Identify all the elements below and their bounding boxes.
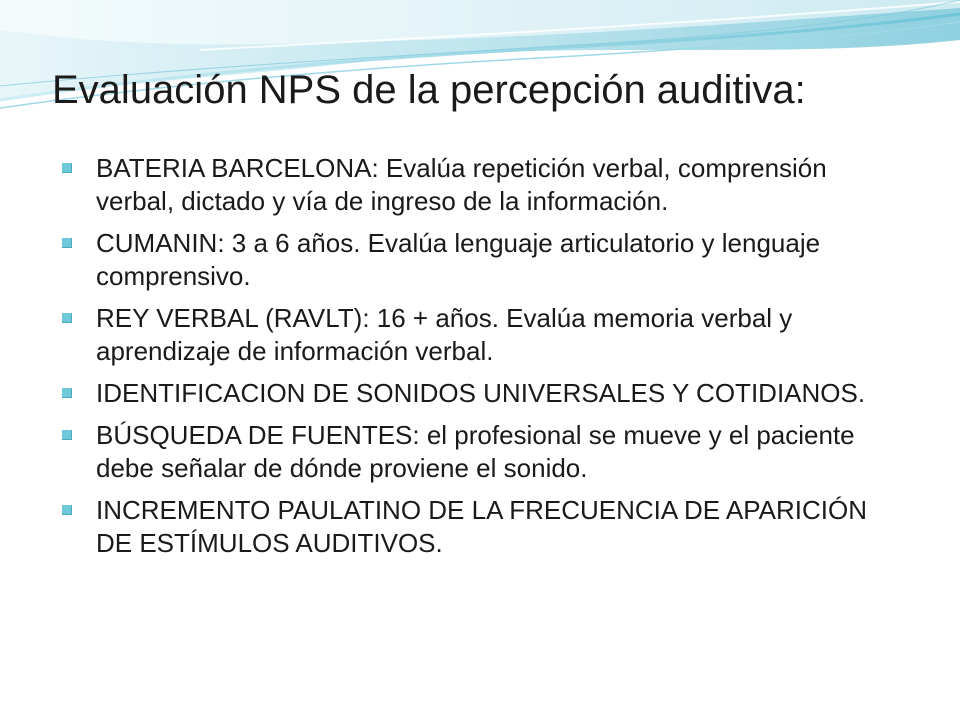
list-item <box>60 152 910 218</box>
square-bullet-icon <box>62 238 72 248</box>
bullet-text: CUMANIN: 3 a 6 años. Evalúa lenguaje articulatorio y lenguaje comprensivo. <box>96 228 821 291</box>
list-item <box>60 302 910 368</box>
square-bullet-icon <box>62 163 72 173</box>
bullet-text: IDENTIFICACION DE SONIDOS UNIVERSALES Y COTIDIANOS. <box>96 378 866 408</box>
square-bullet-icon <box>62 313 72 323</box>
bullet-text: INCREMENTO PAULATINO DE LA FRECUENCIA DE APARICIÓN DE ESTÍMULOS AUDITIVOS. <box>96 495 867 558</box>
bullet-text: REY VERBAL (RAVLT): 16 + años. Evalúa memoria verbal y aprendizaje de información verbal. <box>96 303 793 366</box>
square-bullet-icon <box>62 388 72 398</box>
square-bullet-icon <box>62 505 72 515</box>
slide-title: Evaluación NPS de la percepción auditiva: <box>52 68 806 112</box>
list-item <box>60 227 910 293</box>
list-item <box>60 377 910 410</box>
square-bullet-icon <box>62 430 72 440</box>
bullet-list <box>60 152 910 569</box>
bullet-text: BATERIA BARCELONA: Evalúa repetición verbal, comprensión verbal, dictado y vía de ingreso de la información. <box>96 153 827 216</box>
list-item <box>60 419 910 485</box>
bullet-text: BÚSQUEDA DE FUENTES: el profesional se mueve y el paciente debe señalar de dónde proviene el sonido. <box>96 420 855 483</box>
list-item <box>60 494 910 560</box>
